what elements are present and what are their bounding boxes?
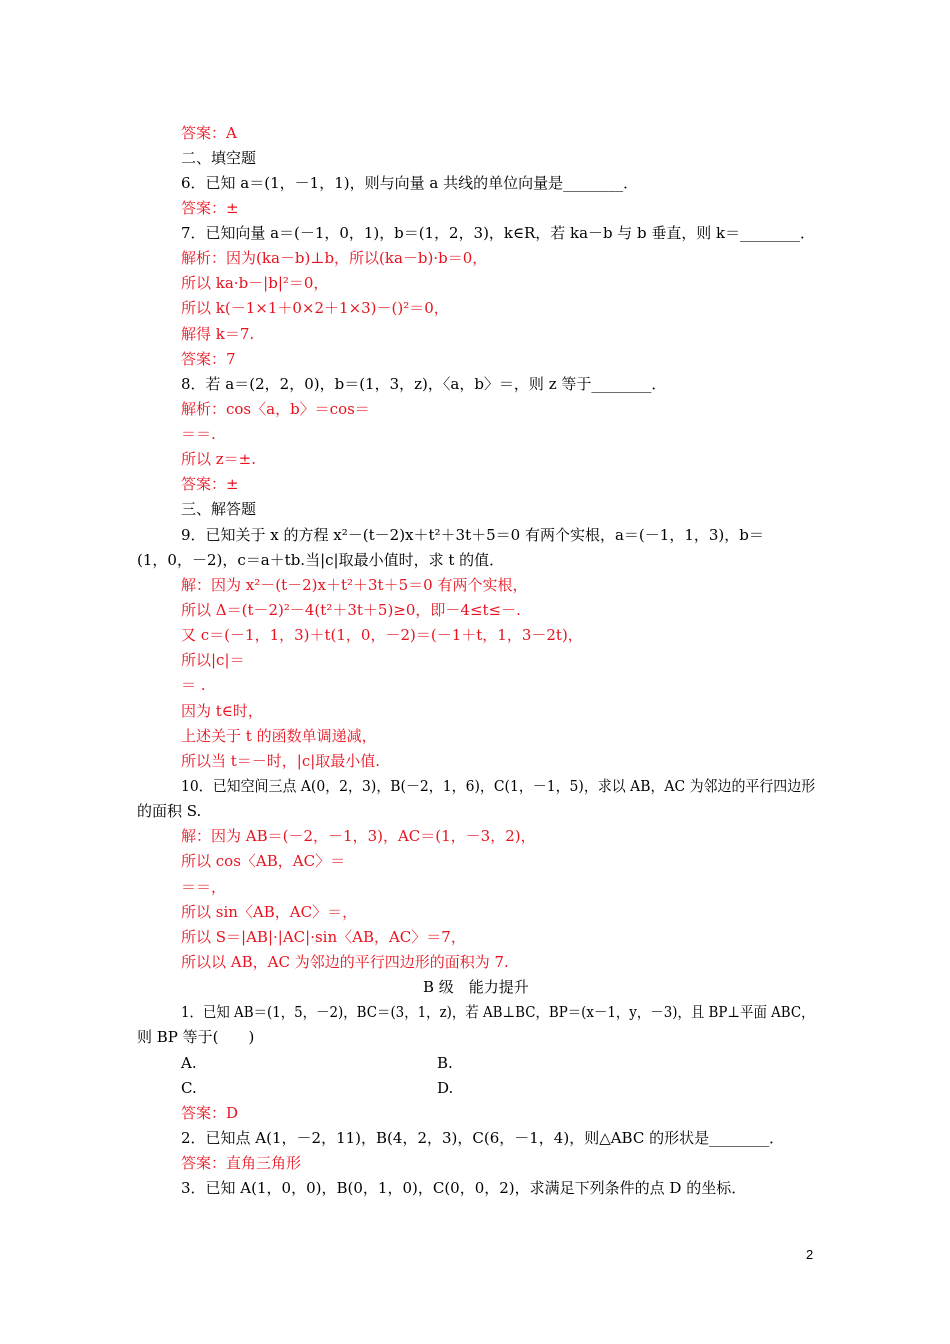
- solution-10-line-5: 所以 S＝|AB|·|AC|·sin〈AB，AC〉＝7，: [181, 928, 466, 946]
- option-c: C.: [181, 1079, 197, 1097]
- solution-7-line-1: 解析：因为(ka－b)⊥b，所以(ka－b)·b＝0，: [181, 249, 488, 267]
- solution-9-line-1: 解：因为 x²－(t－2)x＋t²＋3t＋5＝0 有两个实根，: [181, 576, 528, 594]
- section-fill-in-heading: 二、填空题: [181, 149, 257, 167]
- solution-7-line-4: 解得 k＝7.: [181, 325, 255, 343]
- question-7: 7．已知向量 a＝(－1，0，1)，b＝(1，2，3)，k∈R，若 ka－b 与 b 垂直，则 k＝________．: [181, 224, 815, 242]
- b-question-1-line-1: 1．已知 AB＝(1，5，－2)，BC＝(3，1，z)，若 AB⊥BC，BP＝(x－1，y，－3)，且 BP⊥平面 ABC，: [181, 1003, 815, 1021]
- solution-10-line-3: ＝＝，: [181, 878, 227, 896]
- page-number: 2: [806, 1247, 814, 1262]
- solution-9-line-5: ＝ .: [181, 676, 206, 694]
- solution-8-line-3: 所以 z＝±.: [181, 450, 257, 468]
- answer-5: 答案：A: [181, 124, 237, 142]
- solution-9-line-3: 又 c＝(－1，1，3)＋t(1，0，－2)＝(－1＋t，1，3－2t)，: [181, 626, 583, 644]
- solution-8-line-1: 解析：cos〈a，b〉＝cos＝: [181, 400, 370, 418]
- question-10-line-2: 的面积 S.: [137, 802, 202, 820]
- b-question-2: 2．已知点 A(1，－2，11)，B(4，2，3)，C(6，－1，4)，则△ABC 的形状是________．: [181, 1129, 785, 1147]
- solution-10-line-6: 所以以 AB，AC 为邻边的平行四边形的面积为 7.: [181, 953, 509, 971]
- b-question-3: 3．已知 A(1，0，0)，B(0，1，0)，C(0，0，2)，求满足下列条件的点 D 的坐标．: [181, 1179, 747, 1197]
- answer-8: 答案：±: [181, 475, 239, 493]
- section-b-heading: B 级 能力提升: [423, 978, 529, 996]
- solution-9-line-6: 因为 t∈时，: [181, 702, 263, 720]
- option-a: A.: [181, 1054, 197, 1072]
- b-answer-2: 答案：直角三角形: [181, 1154, 302, 1172]
- section-solve-heading: 三、解答题: [181, 500, 257, 518]
- solution-9-line-7: 上述关于 t 的函数单调递减，: [181, 727, 377, 745]
- question-9-line-2: (1，0，－2)，c＝a＋tb.当|c|取最小值时，求 t 的值．: [137, 551, 505, 569]
- solution-8-line-2: ＝＝.: [181, 425, 216, 443]
- option-b: B.: [437, 1054, 453, 1072]
- solution-7-line-3: 所以 k(－1×1＋0×2＋1×3)－()²＝0，: [181, 299, 449, 317]
- b-answer-1: 答案：D: [181, 1104, 239, 1122]
- question-6: 6．已知 a＝(1，－1，1)，则与向量 a 共线的单位向量是________．: [181, 174, 639, 192]
- question-8: 8．若 a＝(2，2，0)，b＝(1，3，z)，〈a，b〉＝，则 z 等于________．: [181, 375, 667, 393]
- solution-9-line-4: 所以|c|＝: [181, 651, 245, 669]
- solution-7-line-2: 所以 ka·b－|b|²＝0，: [181, 274, 329, 292]
- answer-7: 答案：7: [181, 350, 236, 368]
- b-question-1-line-2: 则 BP 等于( ): [137, 1028, 255, 1046]
- question-9-line-1: 9．已知关于 x 的方程 x²－(t－2)x＋t²＋3t＋5＝0 有两个实根，a＝(－1，1，3)，b＝: [181, 526, 764, 544]
- option-d: D.: [437, 1079, 454, 1097]
- solution-10-line-2: 所以 cos〈AB，AC〉＝: [181, 852, 346, 870]
- solution-10-line-4: 所以 sin〈AB，AC〉＝，: [181, 903, 358, 921]
- answer-6: 答案：±: [181, 199, 239, 217]
- solution-9-line-8: 所以当 t＝－时，|c|取最小值.: [181, 752, 381, 770]
- solution-9-line-2: 所以 Δ＝(t－2)²－4(t²＋3t＋5)≥0，即－4≤t≤－.: [181, 601, 521, 619]
- question-10-line-1: 10．已知空间三点 A(0，2，3)，B(－2，1，6)，C(1，－1，5)，求以 AB，AC 为邻边的平行四边形: [181, 777, 816, 795]
- solution-10-line-1: 解：因为 AB＝(－2，－1，3)，AC＝(1，－3，2)，: [181, 827, 536, 845]
